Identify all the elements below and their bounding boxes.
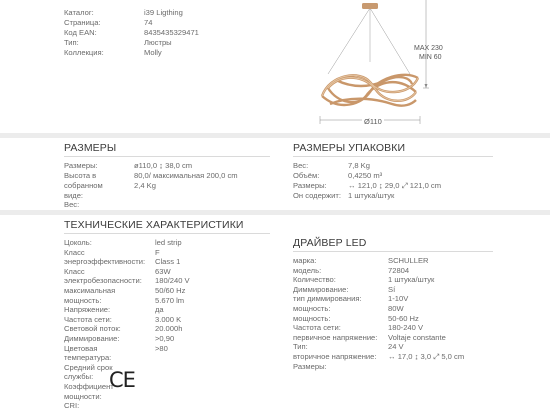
dimensions-value: 80,0/ максимальная 200,0 cm [134, 171, 238, 180]
packaging-title: РАЗМЕРЫ УПАКОВКИ [293, 142, 406, 154]
driver-title: ДРАЙВЕР LED [293, 237, 367, 249]
tech-value: >0,90 [155, 334, 175, 343]
tech-label: мощность: [64, 295, 102, 305]
ean-value: 8435435329471 [144, 28, 199, 37]
driver-value: SCHULLER [388, 256, 429, 265]
page-value: 74 [144, 18, 153, 27]
tech-value: 50/60 Hz [155, 286, 186, 295]
tech-label: Коэффициент [64, 382, 114, 391]
tech-label: мощности: [64, 391, 102, 401]
driver-rule [293, 251, 493, 252]
packaging-value: 7,8 Kg [348, 161, 370, 170]
collection-label: Коллекция: [64, 48, 104, 57]
tech-label: Класс [64, 266, 85, 276]
tech-rule [64, 233, 270, 234]
collection-value: Molly [144, 48, 162, 57]
diameter-label: Ø110 [364, 117, 382, 126]
tech-label: Класс [64, 247, 85, 257]
driver-label: Диммирование: [293, 284, 349, 294]
driver-label: вторичное напряжение: [293, 352, 377, 361]
driver-value: 80W [388, 304, 404, 313]
driver-value: 72804 [388, 265, 410, 275]
tech-label: Диммирование: [64, 334, 120, 343]
tech-value: 20.000h [155, 324, 183, 334]
driver-label: Тип: [293, 342, 308, 352]
tech-label: Цветовая [64, 343, 98, 353]
tech-label: температура: [64, 353, 112, 363]
tech-value: Class 1 [155, 257, 181, 267]
tech-label: службы: [64, 372, 94, 382]
driver-label: Частота сети: [293, 323, 341, 333]
tech-label: Цоколь: [64, 238, 92, 247]
dimensions-label: Размеры: [64, 161, 98, 170]
type-value: Люстры [144, 38, 172, 47]
page-label: Страница: [64, 18, 101, 27]
packaging-label: Вес: [293, 161, 309, 170]
section-divider [0, 133, 550, 138]
chandelier-illustration [322, 3, 418, 106]
driver-label: мощность: [293, 313, 331, 323]
driver-label: модель: [293, 265, 322, 275]
driver-value: 180-240 V [388, 323, 424, 333]
driver-value: Sí [388, 284, 396, 294]
dimensions-title: РАЗМЕРЫ [64, 142, 117, 154]
driver-label: первичное напряжение: [293, 332, 378, 342]
packaging-rule [293, 156, 493, 157]
height-dimension [423, 0, 429, 88]
driver-label: мощность: [293, 304, 331, 313]
ean-label: Код EAN: [64, 28, 97, 37]
tech-title: ТЕХНИЧЕСКИЕ ХАРАКТЕРИСТИКИ [64, 219, 244, 231]
driver-label: марка: [293, 256, 317, 265]
packaging-value: ↔ 121,0 ↨ 29,0 ⤢ 121,0 cm [348, 181, 442, 190]
tech-value: 5.670 lm [155, 295, 185, 305]
dimensions-rule [64, 156, 270, 157]
tech-value: 3.000 K [155, 314, 182, 324]
tech-value: >80 [155, 343, 168, 353]
product-drawing [300, 0, 460, 132]
driver-label: Размеры: [293, 361, 327, 371]
packaging-label: Он содержит: [293, 191, 341, 200]
tech-label: CRI: [64, 401, 80, 411]
dimensions-value: ø110,0 ↨ 38,0 cm [134, 161, 193, 170]
driver-label: Количество: [293, 275, 336, 285]
dimensions-label: собранном [64, 181, 103, 190]
driver-label: тип диммирования: [293, 294, 362, 304]
ce-mark: CE [109, 368, 135, 392]
dimensions-value: 2,4 Kg [134, 181, 156, 190]
tech-value: 63W [155, 266, 171, 276]
catalog-label: Каталог: [64, 8, 94, 17]
driver-value: 24 V [388, 342, 404, 352]
dimensions-label: виде: [64, 191, 84, 200]
packaging-label: Объём: [293, 171, 320, 180]
dimensions-label: Высота в [64, 171, 97, 180]
tech-label: Частота сети: [64, 314, 112, 324]
type-label: Тип: [64, 38, 79, 47]
tech-label: Напряжение: [64, 305, 111, 315]
driver-value: 50-60 Hz [388, 313, 419, 323]
tech-label: Средний срок [64, 362, 113, 372]
tech-label: энергоэффективности: [64, 257, 146, 267]
packaging-value: 0,4250 m³ [348, 171, 383, 180]
min-height-label: MIN 60 [419, 54, 442, 61]
catalog-value: i39 Ligthing [144, 8, 183, 17]
tech-value: led strip [155, 238, 182, 247]
tech-label: электробезопасности: [64, 276, 142, 286]
dimensions-label: Вес: [64, 200, 80, 209]
tech-value: F [155, 247, 160, 257]
driver-value: 1 штука/штук [388, 275, 435, 285]
driver-value: ↔ 17,0 ↨ 3,0 ⤢ 5,0 cm [388, 352, 465, 361]
packaging-value: 1 штука/штук [348, 191, 395, 200]
tech-label: максимальная [64, 286, 116, 295]
tech-label: Световой поток: [64, 324, 121, 334]
tech-value: 180/240 V [155, 276, 190, 286]
max-height-label: MAX 230 [414, 45, 443, 52]
packaging-label: Размеры: [293, 181, 327, 190]
driver-value: Voltaje constante [388, 332, 446, 342]
driver-value: 1-10V [388, 294, 409, 304]
section-divider [0, 210, 550, 215]
tech-value: да [155, 305, 164, 315]
